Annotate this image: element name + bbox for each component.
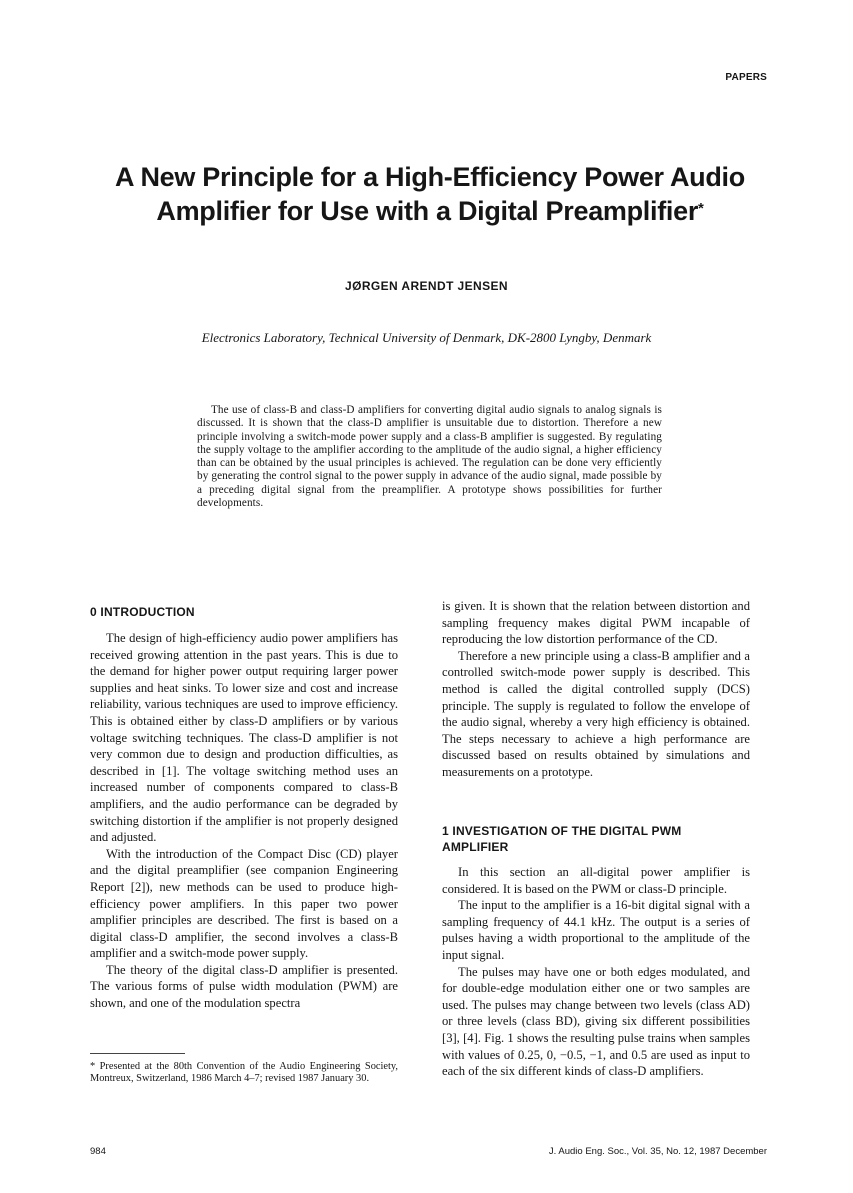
- intro-paragraph-1: The design of high-efficiency audio power amplifiers has received growing attention in the past years. This is due to the demand for higher power output requiring larger power supplies and heat sinks. To lower size and cost and increase reliability, various techniques are used to improve efficiency. This is obtained either by class-D amplifiers or by various voltage switching techniques. The class-D amplifier is not very common due to design and production difficulties, as described in [1]. The voltage switching method uses an increased number of components compared to class-B amplifiers, and the audio performance can be degraded by switching distortion if the amplifier is not properly designed and adjusted.: [90, 631, 398, 845]
- page-number: 984: [90, 1146, 106, 1157]
- intro-paragraph-2: With the introduction of the Compact Disc (CD) player and the digital preamplifier (see companion Engineering Report [2]), new methods can be used to produce high-efficiency power amplifiers. In this paper two power amplifier principles are described. The first is based on a digital class-D amplifier, the second involves a class-B amplifier and a switch-mode power supply.: [90, 846, 398, 961]
- section-0-heading: 0 INTRODUCTION: [90, 605, 195, 619]
- footnote-rule: [90, 1053, 185, 1054]
- title-line-1: A New Principle for a High-Efficiency Power Audio: [115, 162, 745, 192]
- title-footnote-marker: *: [698, 200, 704, 217]
- abstract: The use of class-B and class-D amplifiers for converting digital audio signals to analog signals is discussed. It is shown that the class-D amplifier is unsuitable due to distortion. Therefore a new principle involving a switch-mode power supply and a class-B amplifier is suggested. By regulating the supply voltage to the amplifier according to the amplitude of the audio signal, a higher efficiency than can be obtained by the usual principles is achieved. The regulation can be done very efficiently by generating the control signal to the power supply in advance of the audio signal, made possible by a preceding digital signal from the preamplifier. A prototype shows possibilities for further developments.: [197, 404, 662, 510]
- section-1-body: [442, 864, 750, 1080]
- section-1-paragraph-3: The pulses may have one or both edges modulated, and for double-edge modulation either one or two samples are used. The pulses may change between two levels (class AD) or three levels (class BD), giving six different possibilities [3], [4]. Fig. 1 shows the resulting pulse trains when samples with values of 0.25, 0, −0.5, −1, and 0.5 are used as input to each of the six different kinds of class-D amplifiers.: [442, 964, 750, 1079]
- section-1-paragraph-1: In this section an all-digital power amplifier is considered. It is based on the PWM or class-D principle.: [442, 865, 750, 896]
- section-1-paragraph-2: The input to the amplifier is a 16-bit digital signal with a sampling frequency of 44.1 kHz. The output is a series of pulses having a width proportional to the amplitude of the input signal.: [442, 898, 750, 962]
- intro-paragraph-4: Therefore a new principle using a class-B amplifier and a controlled switch-mode power supply is described. This method is called the digital controlled supply (DCS) principle. The supply is regulated to follow the envelope of the audio signal, whereby a very high efficiency is obtained. The steps necessary to achieve a high performance are discussed based on results obtained by simulations and measurements on a prototype.: [442, 648, 750, 779]
- intro-paragraph-3: The theory of the digital class-D amplifier is presented. The various forms of pulse width modulation (PWM) are shown, and one of the modulation spectra: [90, 962, 398, 1011]
- footnote: * Presented at the 80th Convention of the Audio Engineering Society, Montreux, Switzerland, 1986 March 4–7; revised 1987 January 30.: [90, 1061, 398, 1084]
- title-line-2: [90, 194, 770, 228]
- author-name: JØRGEN ARENDT JENSEN: [345, 279, 508, 293]
- section-label: PAPERS: [725, 72, 767, 83]
- title-line-2-text: Amplifier for Use with a Digital Preamplifier: [156, 196, 699, 226]
- left-column: [90, 630, 398, 1012]
- author-affiliation: Electronics Laboratory, Technical University of Denmark, DK-2800 Lyngby, Denmark: [201, 330, 652, 345]
- journal-citation: J. Audio Eng. Soc., Vol. 35, No. 12, 1987 December: [548, 1146, 767, 1157]
- section-1-heading: 1 INVESTIGATION OF THE DIGITAL PWM AMPLIFIER: [442, 824, 682, 854]
- intro-continued-paragraph: is given. It is shown that the relation between distortion and sampling frequency makes digital PWM incapable of reproducing the low distortion performance of the CD.: [442, 599, 750, 647]
- paper-title: [90, 160, 770, 228]
